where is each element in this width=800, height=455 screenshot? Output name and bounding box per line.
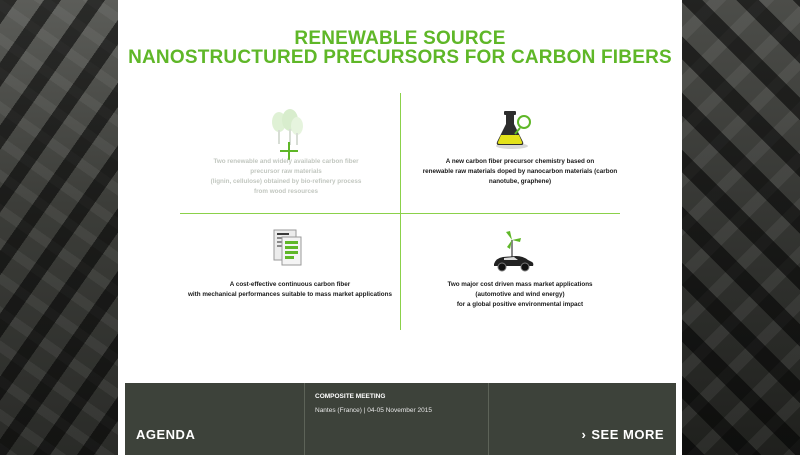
agenda-divider-left [304,383,305,455]
quadrant-4-text: Two major cost driven mass market applications (automotive and wind energy) for a global positive environmental impact [447,281,593,308]
carbon-fiber-background-left [0,0,118,455]
quadrant-divider-horizontal [180,213,620,214]
document-icon [271,228,305,268]
quadrant-divider-vertical [400,93,401,330]
event-meta: Nantes (France) | 04-05 November 2015 [315,407,432,414]
page-title-line2: NANOSTRUCTURED PRECURSORS FOR CARBON FIBERS [128,47,672,68]
agenda-divider-right [488,383,489,455]
agenda-bar [125,383,676,455]
see-more-label: SEE MORE [591,427,664,442]
quadrant-1-text: Two renewable and widely available carbon fiber precursor raw materials (lignin, cellulose) obtained by bio-refinery process from wood resources [210,158,362,195]
chevron-right-icon: › [581,427,587,442]
agenda-label: AGENDA [136,427,196,442]
page-title-line1: RENEWABLE SOURCE [294,28,506,49]
tree-plus-icon [266,108,306,163]
flask-icon [491,108,533,150]
see-more-link[interactable] [582,427,664,442]
wind-turbine-car-icon [490,230,536,274]
event-title[interactable]: COMPOSITE MEETING [315,393,386,400]
carbon-fiber-background-right [682,0,800,455]
quadrant-2-text: A new carbon fiber precursor chemistry based on renewable raw materials doped by nanocarbon materials (carbon nanotube, graphene) [422,158,618,185]
quadrant-3-text: A cost-effective continuous carbon fiber with mechanical performances suitable to mass market applications [187,281,393,298]
